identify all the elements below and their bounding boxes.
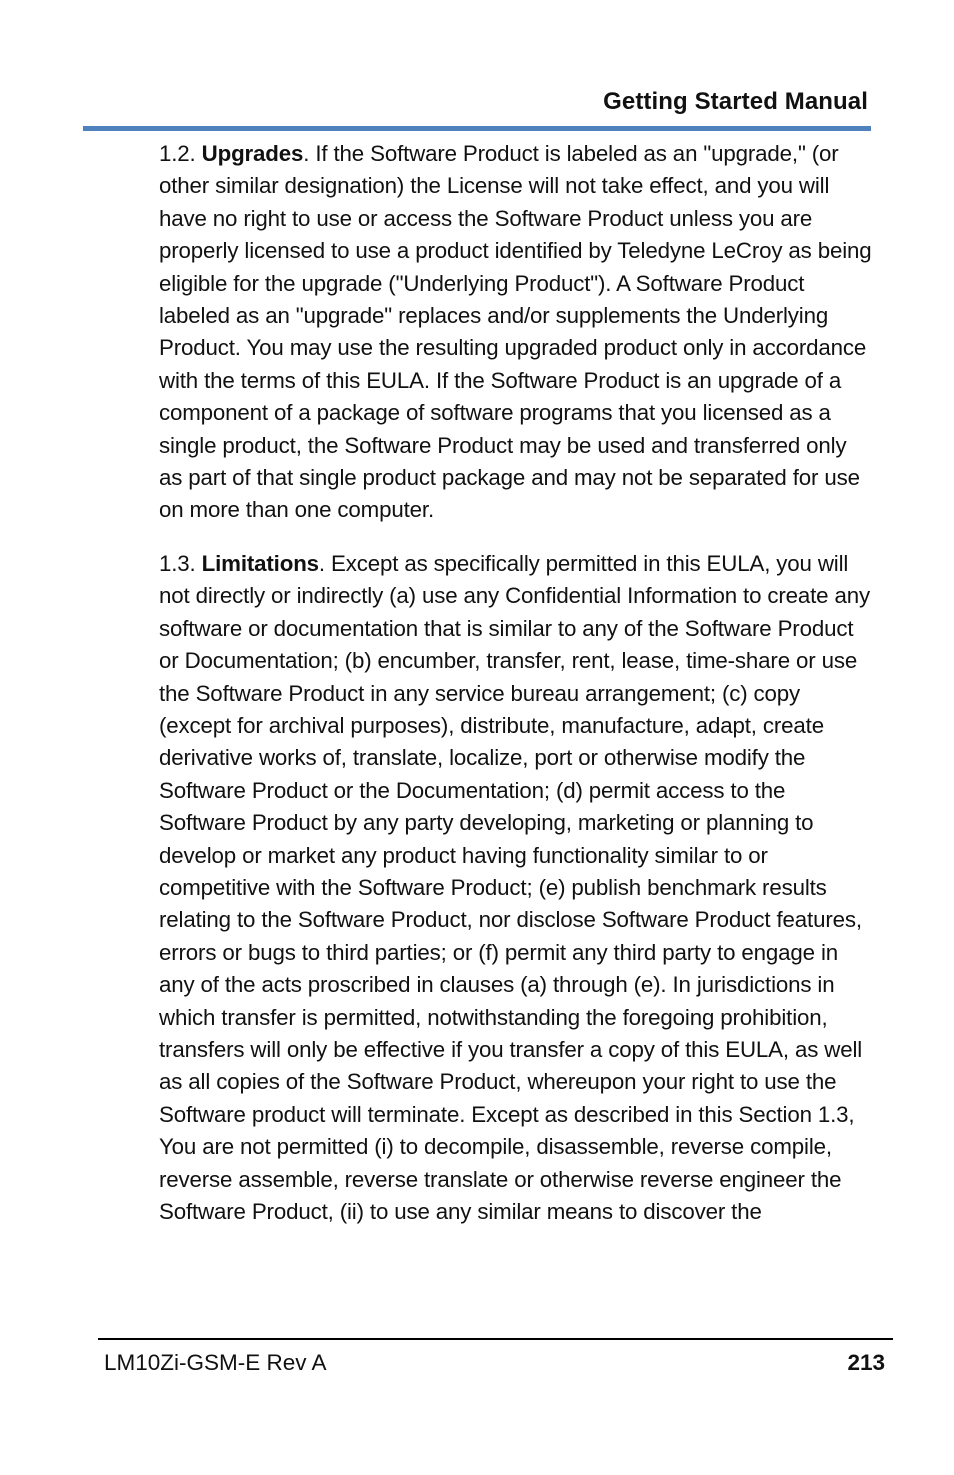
header-divider: [83, 126, 871, 131]
page-header-title: Getting Started Manual: [603, 88, 868, 115]
section-number: 1.3.: [159, 550, 202, 576]
section-heading: Upgrades: [201, 141, 304, 166]
section-text: . If the Software Product is labeled as an "upgrade," (or other similar designation) the License will not take effect, and you will have no right to use or access the Software Product unless you are properly licensed to use a product identified by Teledyne LeCroy as being eligible for the upgrade ("Underlying Product"). A Software Product labeled as an "upgrade" replaces and/or supplements the Underlying Product. You may use the resulting upgraded product only in accordance with the terms of this EULA. If the Software Product is an upgrade of a component of a package of software programs that you licensed as a single product, the Software Product may be used and transferred only as part of that single product package and may not be separated for use on more than one computer.: [159, 141, 872, 523]
footer-document-id: LM10Zi-GSM-E Rev A: [104, 1350, 327, 1375]
footer-page-number: 213: [847, 1350, 885, 1375]
section-number: 1.2.: [159, 141, 202, 166]
section-limitations: [159, 548, 873, 1229]
section-text: . Except as specifically permitted in this EULA, you will not directly or indirectly (a) use any Confidential Information to create any software or documentation that is similar to any of the Software Product or Documentation; (b) encumber, transfer, rent, lease, time-share or use the Software Product in any service bureau arrangement; (c) copy (except for archival purposes), distribute, manufacture, adapt, create derivative works of, translate, localize, port or otherwise modify the Software Product or the Documentation; (d) permit access to the Software Product by any party developing, marketing or planning to develop or market any product having functionality similar to or competitive with the Software Product; (e) publish benchmark results relating to the Software Product, nor disclose Software Product features, errors or bugs to third parties; or (f) permit any third party to engage in any of the acts proscribed in clauses (a) through (e). In jurisdictions in which transfer is permitted, notwithstanding the foregoing prohibition, transfers will only be effective if you transfer a copy of this EULA, as well as all copies of the Software Product, whereupon your right to use the Software product will terminate. Except as described in this Section 1.3, You are not permitted (i) to decompile, disassemble, reverse compile, reverse assemble, reverse translate or otherwise reverse engineer the Software Product, (ii) to use any similar means to discover the: [159, 550, 870, 1224]
section-heading: Limitations: [201, 550, 319, 576]
section-upgrades: [159, 138, 873, 527]
document-body: [159, 138, 873, 1228]
footer-divider: [98, 1338, 893, 1340]
